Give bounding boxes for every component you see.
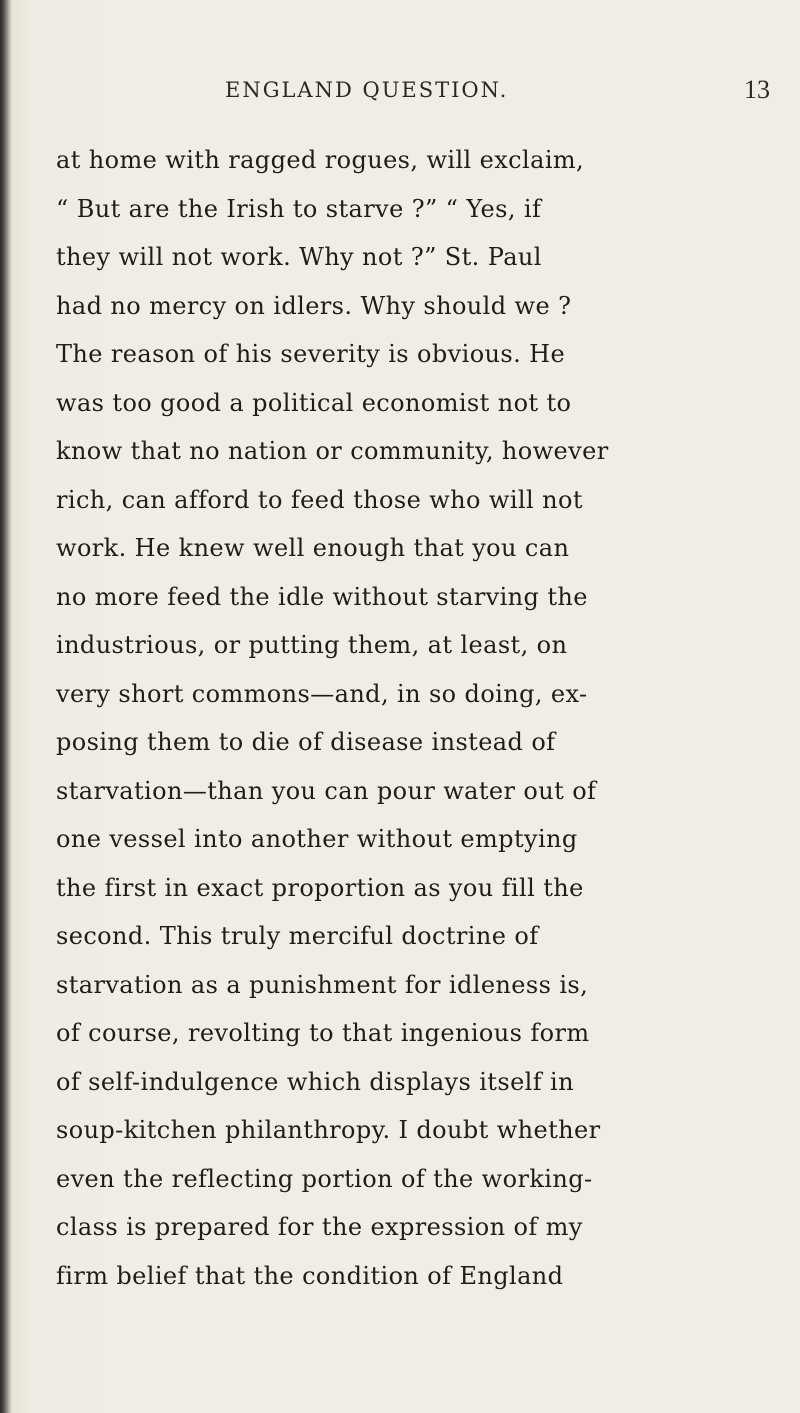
text-line: soup-kitchen philanthropy. I doubt whether (56, 1116, 601, 1144)
page-header (0, 75, 800, 118)
text-line: starvation—than you can pour water out of (56, 776, 597, 805)
text-line: The reason of his severity is obvious. He (56, 340, 566, 368)
text-line: even the reflecting portion of the working- (56, 1164, 593, 1193)
text-line: very short commons—and, in so doing, ex- (56, 679, 588, 708)
page-binding-edge (0, 0, 12, 1413)
body-text (56, 136, 786, 1300)
text-line: “ But are the Irish to starve ?” “ Yes, if (56, 194, 542, 223)
text-line: was too good a political economist not to (56, 388, 572, 417)
page-number: 13 (744, 75, 770, 104)
text-line: posing them to die of disease instead of (56, 728, 556, 756)
text-line: industrious, or putting them, at least, on (56, 631, 568, 659)
running-head: ENGLAND QUESTION. (225, 78, 509, 102)
text-line: of self-indulgence which displays itself in (56, 1067, 574, 1096)
text-line: class is prepared for the expression of my (56, 1213, 583, 1241)
text-line: at home with ragged rogues, will exclaim, (56, 146, 585, 174)
text-line: rich, can afford to feed those who will not (56, 485, 583, 514)
text-line: work. He knew well enough that you can (56, 534, 570, 562)
text-line: firm belief that the condition of England (56, 1261, 564, 1290)
text-line: they will not work. Why not ?” St. Paul (56, 243, 542, 271)
text-line: no more feed the idle without starving the (56, 582, 588, 611)
text-line: know that no nation or community, however (56, 437, 609, 465)
text-line: second. This truly merciful doctrine of (56, 922, 539, 950)
text-line: the first in exact proportion as you fill the (56, 873, 584, 902)
text-line: one vessel into another without emptying (56, 825, 578, 853)
text-line: of course, revolting to that ingenious form (56, 1019, 590, 1047)
text-line: had no mercy on idlers. Why should we ? (56, 291, 572, 320)
text-line: starvation as a punishment for idleness is, (56, 970, 589, 999)
